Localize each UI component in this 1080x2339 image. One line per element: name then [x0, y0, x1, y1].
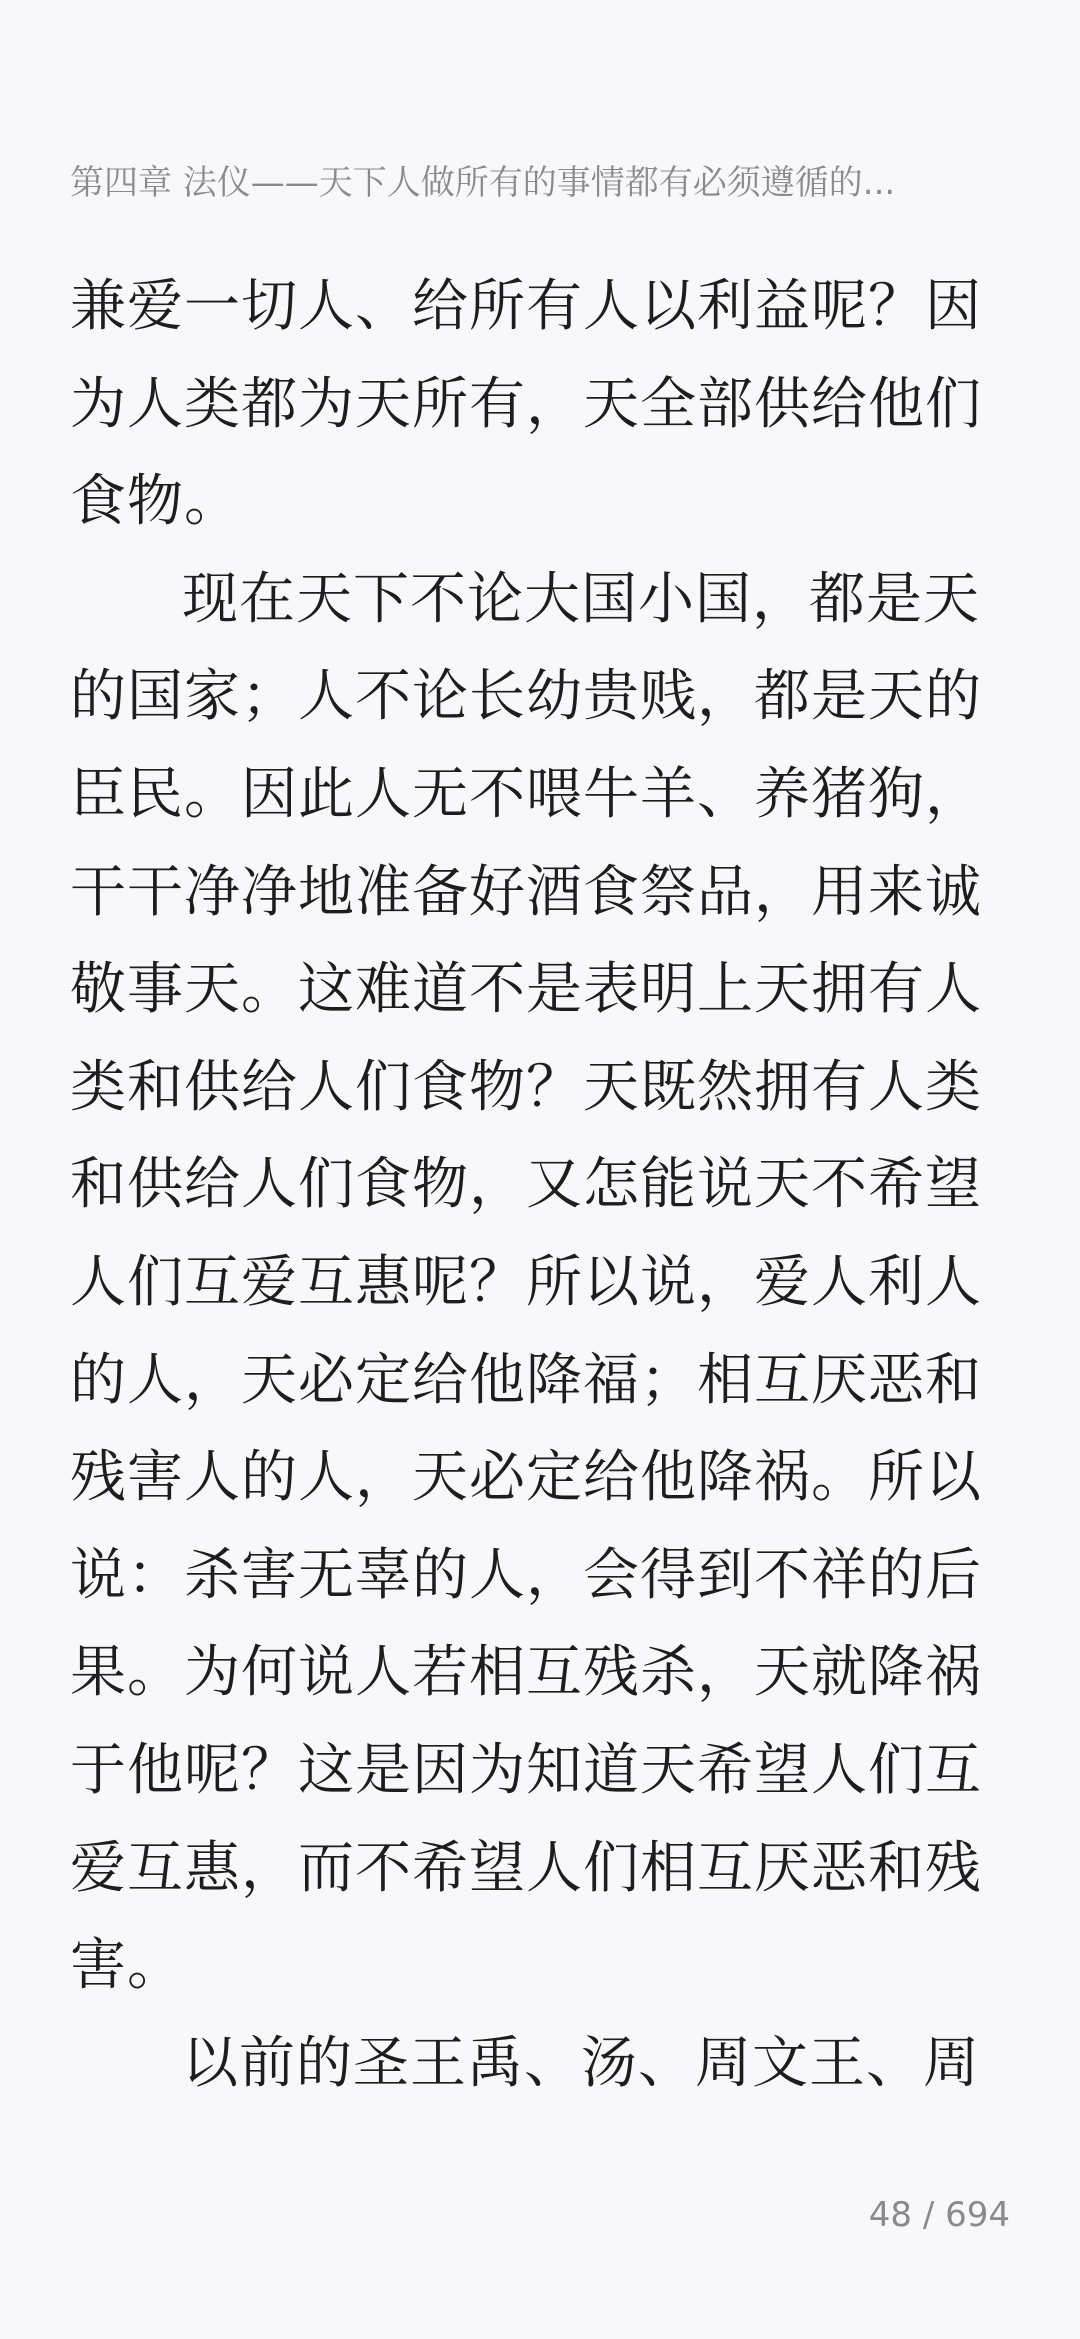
text-line: 残害人的人，天必定给他降祸。所以: [70, 1445, 982, 1511]
text-line: 的人，天必定给他降福；相互厌恶和: [70, 1347, 982, 1413]
text-line: 的国家；人不论长幼贵贱，都是天的: [70, 664, 982, 730]
text-line: 臣民。因此人无不喂牛羊、养猪狗，: [70, 761, 982, 827]
text-line: 说：杀害无辜的人，会得到不祥的后: [70, 1542, 982, 1608]
book-text: [70, 262, 1000, 2116]
text-line: 爱互惠，而不希望人们相互厌恶和残: [70, 1835, 982, 1901]
text-line: 类和供给人们食物？天既然拥有人类: [70, 1054, 982, 1120]
text-line: 和供给人们食物，又怎能说天不希望: [70, 1152, 982, 1218]
text-line: 以前的圣王禹、汤、周文王、周: [182, 2030, 980, 2096]
text-line: 现在天下不论大国小国，都是天: [182, 566, 980, 632]
text-line: 兼爱一切人、给所有人以利益呢？因: [70, 274, 982, 339]
text-line: 人们互爱互惠呢？所以说，爱人利人: [70, 1249, 982, 1315]
text-line: 果。为何说人若相互残杀，天就降祸: [70, 1640, 982, 1706]
text-line: 为人类都为天所有，天全部供给他们: [70, 371, 982, 437]
text-line: 干干净净地准备好酒食祭品，用来诚: [70, 859, 982, 925]
chapter-title: 第四章 法仪——天下人做所有的事情都有必须遵循的...: [70, 163, 896, 203]
text-line: 食物。: [70, 469, 241, 535]
text-line: 害。: [70, 1933, 184, 1999]
page-indicator: 48 / 694: [868, 2195, 1010, 2235]
text-line: 于他呢？这是因为知道天希望人们互: [70, 1737, 982, 1803]
text-line: 敬事天。这难道不是表明上天拥有人: [70, 957, 982, 1023]
